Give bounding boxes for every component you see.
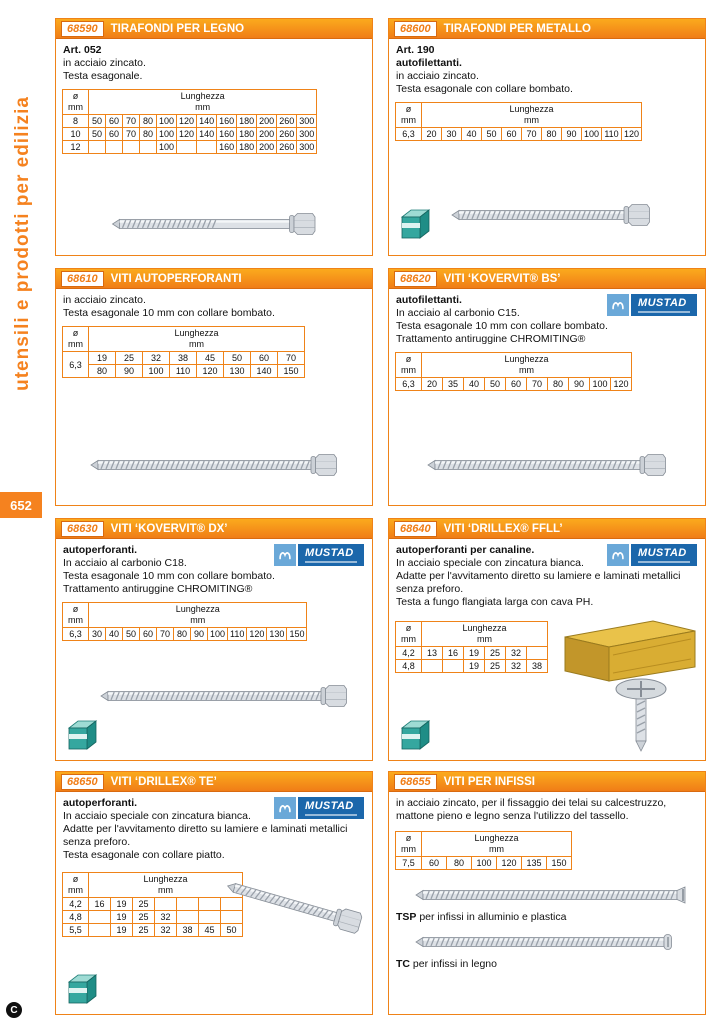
product-box-icon	[65, 718, 99, 752]
length-cell: 260	[277, 141, 297, 154]
description-line: Testa esagonale.	[63, 70, 143, 82]
length-cell: 90	[562, 128, 582, 141]
length-cell: 60	[140, 628, 157, 641]
length-cell: 90	[569, 378, 590, 391]
length-cell: 32	[506, 647, 527, 660]
diameter-cell: 12	[63, 141, 89, 154]
length-cell: 160	[217, 141, 237, 154]
length-cell: 19	[89, 352, 116, 365]
copyright-mark: C	[6, 1002, 22, 1018]
length-cell	[443, 660, 464, 673]
description-line: autofilettanti.	[396, 294, 462, 306]
length-cell: 110	[228, 628, 247, 641]
section-header	[56, 19, 372, 39]
page-number-badge: 652	[0, 492, 42, 518]
mustad-wordmark	[298, 544, 364, 566]
variant-code: TSP	[396, 911, 417, 923]
mustad-emblem-icon	[274, 544, 296, 566]
table-row	[396, 857, 572, 870]
section-viti-kovervit-dx	[55, 518, 373, 761]
length-cell: 35	[443, 378, 464, 391]
length-cell: 38	[170, 352, 197, 365]
length-cell: 80	[548, 378, 569, 391]
metal-screw-image	[451, 197, 651, 233]
table-header-row	[63, 603, 307, 628]
length-header: Lunghezza mm	[422, 103, 642, 128]
table-row	[396, 128, 642, 141]
length-cell	[123, 141, 140, 154]
length-cell: 100	[157, 141, 177, 154]
length-cell: 150	[278, 365, 305, 378]
diameter-header: ø mm	[396, 103, 422, 128]
length-cell: 140	[197, 115, 217, 128]
length-header: Lunghezza mm	[89, 327, 305, 352]
length-cell	[140, 141, 157, 154]
size-table	[395, 831, 572, 870]
length-cell: 300	[297, 141, 317, 154]
article-code: 68650	[61, 774, 104, 790]
table-header-row	[63, 873, 243, 898]
description-line: autofilettanti.	[396, 57, 462, 69]
description-line: autoperforanti.	[63, 797, 138, 809]
length-cell: 130	[267, 628, 287, 641]
length-cell: 110	[170, 365, 197, 378]
length-cell: 70	[123, 128, 140, 141]
diameter-cell: 7,5	[396, 857, 422, 870]
section-header	[56, 519, 372, 539]
length-header: Lunghezza mm	[89, 873, 243, 898]
description-line: Art. 190	[396, 44, 435, 56]
length-cell: 30	[442, 128, 462, 141]
size-table	[62, 326, 305, 378]
length-cell: 100	[157, 115, 177, 128]
length-cell: 19	[464, 660, 485, 673]
tsp-screw-image	[415, 880, 705, 910]
table-row	[63, 352, 305, 365]
length-cell: 120	[177, 115, 197, 128]
length-cell: 60	[106, 115, 123, 128]
length-cell: 32	[506, 660, 527, 673]
length-cell: 25	[485, 647, 506, 660]
length-cell: 40	[464, 378, 485, 391]
section-tirafondi-per-legno	[55, 18, 373, 256]
length-cell: 100	[472, 857, 497, 870]
length-cell: 40	[106, 628, 123, 641]
length-cell: 140	[251, 365, 278, 378]
lag-screw-image	[112, 205, 317, 243]
length-cell: 50	[89, 128, 106, 141]
diameter-cell: 8	[63, 115, 89, 128]
length-cell: 70	[123, 115, 140, 128]
length-cell: 80	[140, 115, 157, 128]
length-cell	[527, 647, 548, 660]
description-line: In acciaio speciale con zincatura bianca.	[396, 557, 584, 569]
diameter-cell: 6,3	[396, 378, 422, 391]
section-title: VITI ‘DRILLEX® FFLL’	[443, 522, 563, 535]
variant-label	[396, 958, 705, 970]
table-header-row	[63, 327, 305, 352]
description-line: in acciaio zincato, per il fissaggio dei telai su calcestruzzo, mattone pieno e legno senza l'utilizzo del tassello.	[396, 797, 667, 822]
length-cell: 150	[287, 628, 307, 641]
length-cell: 160	[217, 128, 237, 141]
description-line: autoperforanti per canaline.	[396, 544, 535, 556]
diameter-cell: 5,5	[63, 924, 89, 937]
table-row	[63, 924, 243, 937]
length-cell: 40	[462, 128, 482, 141]
diameter-cell: 4,2	[396, 647, 422, 660]
self-tapping-screw-image	[427, 447, 667, 483]
length-cell: 32	[155, 924, 177, 937]
length-cell: 120	[497, 857, 522, 870]
description-line: Testa esagonale 10 mm con collare bombato.	[63, 570, 275, 582]
length-cell: 20	[422, 128, 442, 141]
length-cell: 90	[116, 365, 143, 378]
self-drilling-screw-image	[100, 678, 348, 714]
section-viti-kovervit-bs	[388, 268, 706, 506]
size-table	[62, 89, 317, 154]
length-cell: 120	[622, 128, 642, 141]
length-cell: 25	[133, 898, 155, 911]
table-header-row	[396, 103, 642, 128]
length-cell: 80	[447, 857, 472, 870]
brand-tagline-bar	[638, 311, 690, 313]
channel-with-screw-image	[557, 615, 699, 755]
diameter-header: ø mm	[63, 603, 89, 628]
table-row	[396, 378, 632, 391]
length-cell: 200	[257, 115, 277, 128]
section-header	[389, 772, 705, 792]
section-title: TIRAFONDI PER METALLO	[443, 22, 591, 35]
length-cell: 200	[257, 141, 277, 154]
length-cell: 30	[89, 628, 106, 641]
description-line: In acciaio speciale con zincatura bianca.	[63, 810, 251, 822]
mustad-logo	[607, 294, 697, 316]
table-row	[63, 911, 243, 924]
article-code: 68620	[394, 271, 437, 287]
size-table	[395, 621, 548, 673]
diameter-cell: 6,3	[63, 352, 89, 378]
description-line: Testa esagonale con collare piatto.	[63, 849, 225, 861]
diameter-cell: 4,2	[63, 898, 89, 911]
table-header-row	[396, 832, 572, 857]
table-row	[396, 660, 548, 673]
length-cell: 300	[297, 115, 317, 128]
length-cell	[199, 898, 221, 911]
variant-text: per infissi in legno	[412, 958, 497, 970]
section-header	[389, 19, 705, 39]
article-code: 68600	[394, 21, 437, 37]
length-cell	[106, 141, 123, 154]
length-cell: 19	[111, 911, 133, 924]
length-cell: 60	[422, 857, 447, 870]
screw-variant-tc	[389, 927, 705, 970]
length-cell: 45	[197, 352, 224, 365]
size-table	[62, 602, 307, 641]
section-header	[56, 772, 372, 792]
length-cell: 150	[547, 857, 572, 870]
section-description	[389, 39, 705, 98]
brand-tagline-bar	[638, 561, 690, 563]
product-box-icon	[398, 718, 432, 752]
length-cell: 200	[257, 128, 277, 141]
brand-name: MUSTAD	[638, 296, 687, 309]
length-cell: 50	[482, 128, 502, 141]
section-title: VITI ‘KOVERVIT® DX’	[110, 522, 228, 535]
length-cell: 130	[224, 365, 251, 378]
length-cell: 38	[527, 660, 548, 673]
article-code: 68630	[61, 521, 104, 537]
length-cell	[177, 141, 197, 154]
description-line: Testa esagonale 10 mm con collare bombato.	[396, 320, 608, 332]
length-cell: 100	[157, 128, 177, 141]
length-cell: 80	[542, 128, 562, 141]
tc-screw-image	[415, 927, 705, 957]
length-cell: 50	[123, 628, 140, 641]
section-description	[56, 39, 372, 85]
length-cell: 50	[89, 115, 106, 128]
length-cell: 120	[197, 365, 224, 378]
length-cell	[199, 911, 221, 924]
length-cell: 50	[224, 352, 251, 365]
length-cell: 140	[197, 128, 217, 141]
length-cell: 50	[221, 924, 243, 937]
brand-name: MUSTAD	[638, 546, 687, 559]
mustad-wordmark	[631, 294, 697, 316]
diameter-header: ø mm	[63, 90, 89, 115]
section-viti-per-infissi	[388, 771, 706, 1015]
diameter-header: ø mm	[396, 622, 422, 647]
mustad-logo	[274, 544, 364, 566]
length-cell	[177, 898, 199, 911]
description-line: In acciaio al carbonio C18.	[63, 557, 187, 569]
sidebar-vertical-label: utensili e prodotti per edilizia	[12, 96, 33, 391]
length-cell: 90	[191, 628, 208, 641]
length-cell: 60	[506, 378, 527, 391]
variant-text: per infissi in alluminio e plastica	[419, 911, 567, 923]
brand-tagline-bar	[305, 561, 357, 563]
length-cell: 70	[527, 378, 548, 391]
length-header: Lunghezza mm	[422, 353, 632, 378]
section-description	[56, 289, 372, 322]
table-header-row	[396, 622, 548, 647]
size-table	[395, 352, 632, 391]
length-cell: 260	[277, 128, 297, 141]
brand-name: MUSTAD	[305, 799, 354, 812]
description-line: Adatte per l'avvitamento diretto su lamiere e laminati metallici senza preforo.	[396, 570, 681, 595]
mustad-wordmark	[631, 544, 697, 566]
length-cell: 260	[277, 115, 297, 128]
length-cell: 32	[155, 911, 177, 924]
length-cell: 19	[111, 924, 133, 937]
table-row	[63, 898, 243, 911]
mustad-emblem-icon	[607, 544, 629, 566]
diameter-cell: 4,8	[396, 660, 422, 673]
length-cell: 100	[143, 365, 170, 378]
length-cell: 45	[199, 924, 221, 937]
length-cell: 80	[140, 128, 157, 141]
length-cell: 19	[111, 898, 133, 911]
length-cell: 60	[502, 128, 522, 141]
length-cell: 80	[174, 628, 191, 641]
diameter-header: ø mm	[63, 327, 89, 352]
mustad-wordmark	[298, 797, 364, 819]
table-row	[63, 115, 317, 128]
length-cell: 60	[106, 128, 123, 141]
length-cell: 25	[116, 352, 143, 365]
length-cell	[89, 141, 106, 154]
length-header: Lunghezza mm	[89, 90, 317, 115]
length-cell: 19	[464, 647, 485, 660]
article-code: 68655	[394, 774, 437, 790]
length-cell	[422, 660, 443, 673]
section-viti-drillex-te	[55, 771, 373, 1015]
description-line: Testa esagonale con collare bombato.	[396, 83, 573, 95]
length-cell: 180	[237, 115, 257, 128]
length-header: Lunghezza mm	[422, 622, 548, 647]
table-row	[63, 128, 317, 141]
description-line: Art. 052	[63, 44, 102, 56]
diameter-header: ø mm	[396, 832, 422, 857]
diameter-header: ø mm	[63, 873, 89, 898]
description-line: Testa esagonale 10 mm con collare bombato.	[63, 307, 275, 319]
length-cell	[155, 898, 177, 911]
table-row	[63, 141, 317, 154]
length-cell	[89, 924, 111, 937]
self-drilling-screw-image	[222, 869, 366, 940]
screw-variant-tsp	[389, 880, 705, 923]
article-code: 68640	[394, 521, 437, 537]
section-viti-autoperforanti	[55, 268, 373, 506]
length-cell: 100	[590, 378, 611, 391]
length-cell	[197, 141, 217, 154]
length-cell: 38	[177, 924, 199, 937]
length-cell: 60	[251, 352, 278, 365]
table-row	[63, 628, 307, 641]
diameter-cell: 10	[63, 128, 89, 141]
size-table	[62, 872, 243, 937]
length-cell: 180	[237, 128, 257, 141]
brand-tagline-bar	[305, 814, 357, 816]
variant-label	[396, 911, 705, 923]
description-line: in acciaio zincato.	[63, 294, 146, 306]
section-header	[389, 519, 705, 539]
description-line: in acciaio zincato.	[396, 70, 479, 82]
mustad-emblem-icon	[607, 294, 629, 316]
diameter-cell: 6,3	[63, 628, 89, 641]
size-table	[395, 102, 642, 141]
length-cell: 16	[89, 898, 111, 911]
length-cell: 120	[611, 378, 632, 391]
table-header-row	[63, 90, 317, 115]
length-cell: 180	[237, 141, 257, 154]
section-header	[56, 269, 372, 289]
variant-code: TC	[396, 958, 410, 970]
self-drilling-screw-image	[90, 447, 338, 483]
length-cell: 70	[278, 352, 305, 365]
length-cell: 32	[143, 352, 170, 365]
length-cell: 80	[89, 365, 116, 378]
section-title: VITI AUTOPERFORANTI	[110, 272, 242, 285]
mustad-logo	[607, 544, 697, 566]
length-cell: 100	[208, 628, 228, 641]
length-cell: 100	[582, 128, 602, 141]
product-box-icon	[398, 207, 432, 241]
length-header: Lunghezza mm	[422, 832, 572, 857]
length-cell: 160	[217, 115, 237, 128]
description-line: Testa a fungo flangiata larga con cava PH.	[396, 596, 594, 608]
description-line: Trattamento antiruggine CHROMITING®	[396, 333, 586, 345]
description-line: Adatte per l'avvitamento diretto su lamiere e laminati metallici senza preforo.	[63, 823, 348, 848]
length-cell: 70	[157, 628, 174, 641]
table-row	[63, 365, 305, 378]
length-header: Lunghezza mm	[89, 603, 307, 628]
diameter-header: ø mm	[396, 353, 422, 378]
length-cell: 25	[133, 911, 155, 924]
description-line: In acciaio al carbonio C15.	[396, 307, 520, 319]
length-cell: 135	[522, 857, 547, 870]
section-viti-drillex-ffll	[388, 518, 706, 761]
section-title: VITI PER INFISSI	[443, 775, 535, 788]
section-title: TIRAFONDI PER LEGNO	[110, 22, 245, 35]
product-box-icon	[65, 972, 99, 1006]
brand-name: MUSTAD	[305, 546, 354, 559]
length-cell	[221, 911, 243, 924]
section-title: VITI ‘KOVERVIT® BS’	[443, 272, 561, 285]
diameter-cell: 6,3	[396, 128, 422, 141]
mustad-emblem-icon	[274, 797, 296, 819]
length-cell: 110	[602, 128, 622, 141]
section-title: VITI ‘DRILLEX® TE’	[110, 775, 217, 788]
length-cell: 300	[297, 128, 317, 141]
article-code: 68610	[61, 271, 104, 287]
length-cell: 25	[133, 924, 155, 937]
section-tirafondi-per-metallo	[388, 18, 706, 256]
length-cell: 16	[443, 647, 464, 660]
section-description	[389, 792, 705, 825]
length-cell: 50	[485, 378, 506, 391]
description-line: Trattamento antiruggine CHROMITING®	[63, 583, 253, 595]
diameter-cell: 4,8	[63, 911, 89, 924]
length-cell: 120	[177, 128, 197, 141]
length-cell: 13	[422, 647, 443, 660]
table-row	[396, 647, 548, 660]
description-line: autoperforanti.	[63, 544, 138, 556]
length-cell	[177, 911, 199, 924]
length-cell: 25	[485, 660, 506, 673]
mustad-logo	[274, 797, 364, 819]
table-header-row	[396, 353, 632, 378]
length-cell: 120	[247, 628, 267, 641]
length-cell: 70	[522, 128, 542, 141]
article-code: 68590	[61, 21, 104, 37]
section-header	[389, 269, 705, 289]
length-cell: 20	[422, 378, 443, 391]
length-cell	[89, 911, 111, 924]
description-line: in acciaio zincato.	[63, 57, 146, 69]
